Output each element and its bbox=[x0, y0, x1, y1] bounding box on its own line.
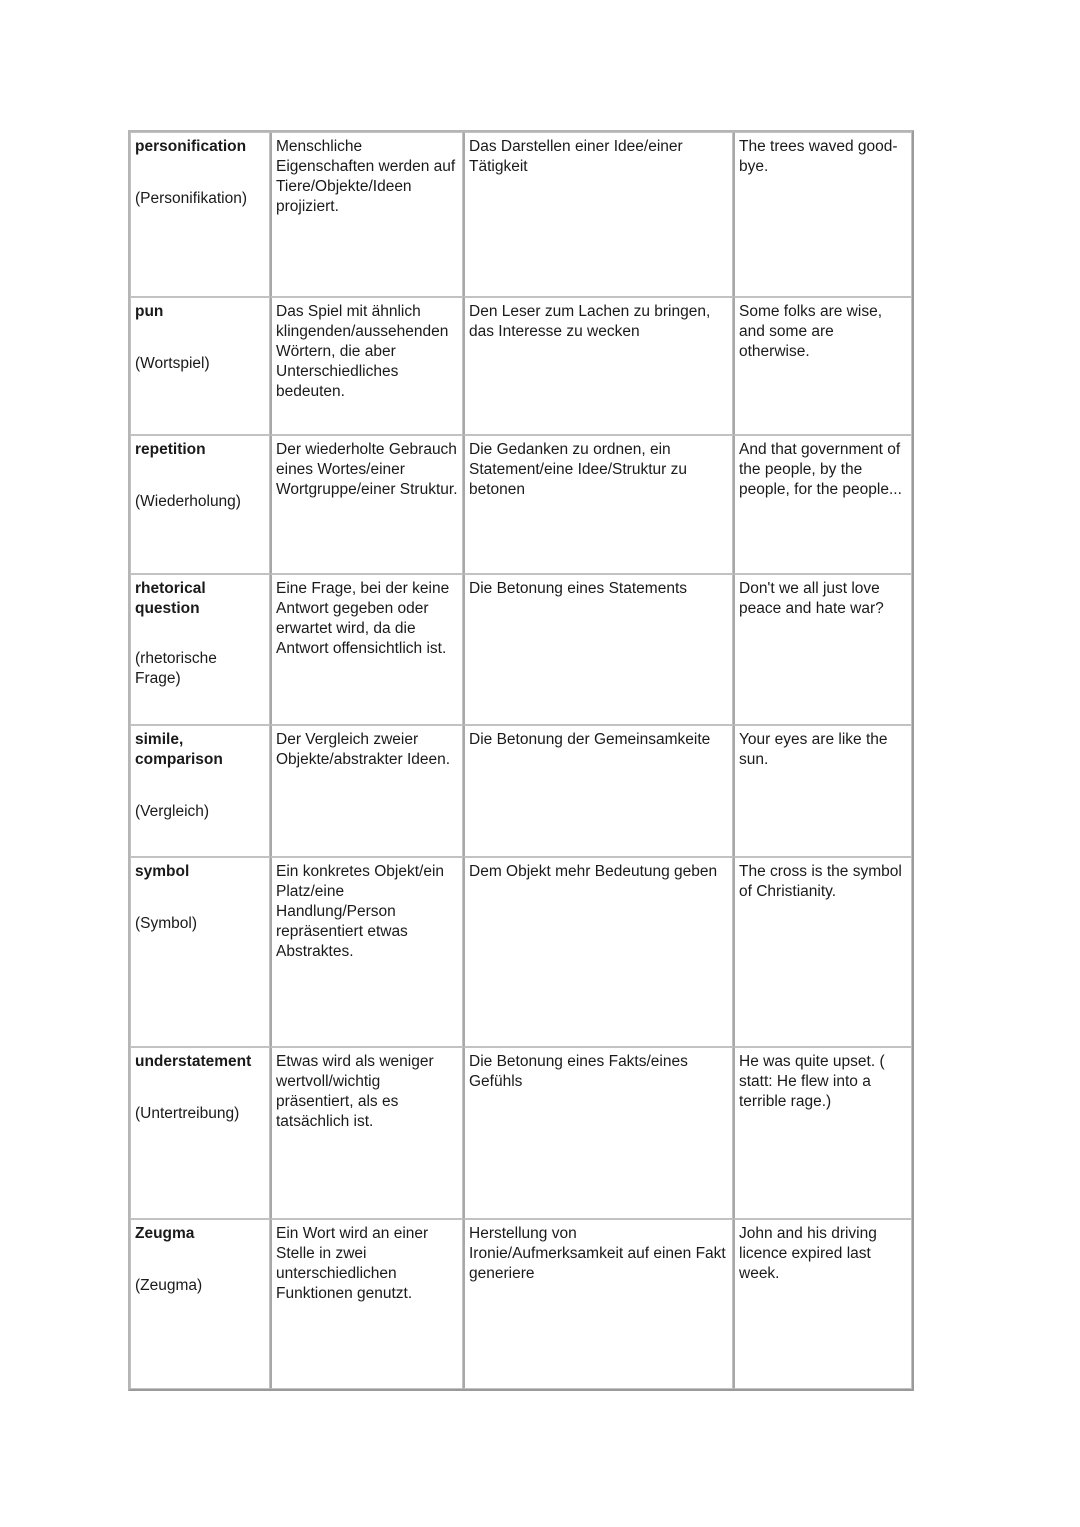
definition-cell: Der Vergleich zweier Objekte/abstrakter Ideen. bbox=[270, 725, 463, 857]
term-name: Zeugma bbox=[135, 1225, 195, 1242]
function-cell: Die Betonung eines Statements bbox=[463, 574, 733, 725]
example-cell: He was quite upset. ( statt: He flew into a terrible rage.) bbox=[733, 1047, 912, 1219]
term-name: symbol bbox=[135, 863, 190, 880]
term-cell bbox=[130, 1219, 270, 1389]
term-cell bbox=[130, 435, 270, 574]
definition-cell: Eine Frage, bei der keine Antwort gegeben oder erwartet wird, da die Antwort offensichtlich ist. bbox=[270, 574, 463, 725]
term-german: (rhetorische Frage) bbox=[135, 650, 217, 687]
table-row bbox=[130, 857, 912, 1047]
table-row bbox=[130, 574, 912, 725]
rhetorical-devices-table bbox=[128, 130, 914, 1391]
term-name: understatement bbox=[135, 1053, 252, 1070]
table-row bbox=[130, 435, 912, 574]
example-cell: Some folks are wise, and some are otherwise. bbox=[733, 297, 912, 435]
term-cell bbox=[130, 1047, 270, 1219]
table-row bbox=[130, 725, 912, 857]
term-cell bbox=[130, 574, 270, 725]
term-name: personification bbox=[135, 138, 247, 155]
term-name: simile, comparison bbox=[135, 731, 223, 768]
term-german: (Untertreibung) bbox=[135, 1105, 240, 1122]
definition-cell: Ein konkretes Objekt/ein Platz/eine Handlung/Person repräsentiert etwas Abstraktes. bbox=[270, 857, 463, 1047]
term-german: (Personifikation) bbox=[135, 190, 247, 207]
definition-cell: Das Spiel mit ähnlich klingenden/aussehenden Wörtern, die aber Unterschiedliches bedeuten. bbox=[270, 297, 463, 435]
function-cell: Die Gedanken zu ordnen, ein Statement/eine Idee/Struktur zu betonen bbox=[463, 435, 733, 574]
example-cell: Your eyes are like the sun. bbox=[733, 725, 912, 857]
example-cell: The cross is the symbol of Christianity. bbox=[733, 857, 912, 1047]
example-cell: John and his driving licence expired last week. bbox=[733, 1219, 912, 1389]
term-cell bbox=[130, 857, 270, 1047]
table-row bbox=[130, 1219, 912, 1389]
function-cell: Herstellung von Ironie/Aufmerksamkeit auf einen Fakt generiere bbox=[463, 1219, 733, 1389]
term-german: (Symbol) bbox=[135, 915, 198, 932]
function-cell: Die Betonung der Gemeinsamkeite bbox=[463, 725, 733, 857]
term-german: (Vergleich) bbox=[135, 803, 210, 820]
example-cell: The trees waved good-bye. bbox=[733, 132, 912, 297]
term-name: pun bbox=[135, 303, 164, 320]
definition-cell: Ein Wort wird an einer Stelle in zwei unterschiedlichen Funktionen genutzt. bbox=[270, 1219, 463, 1389]
term-german: (Wortspiel) bbox=[135, 355, 210, 372]
function-cell: Das Darstellen einer Idee/einer Tätigkeit bbox=[463, 132, 733, 297]
definition-cell: Menschliche Eigenschaften werden auf Tiere/Objekte/Ideen projiziert. bbox=[270, 132, 463, 297]
function-cell: Die Betonung eines Fakts/eines Gefühls bbox=[463, 1047, 733, 1219]
term-name: repetition bbox=[135, 441, 206, 458]
example-cell: Don't we all just love peace and hate war? bbox=[733, 574, 912, 725]
definition-cell: Etwas wird als weniger wertvoll/wichtig präsentiert, als es tatsächlich ist. bbox=[270, 1047, 463, 1219]
function-cell: Den Leser zum Lachen zu bringen, das Interesse zu wecken bbox=[463, 297, 733, 435]
term-german: (Zeugma) bbox=[135, 1277, 203, 1294]
table-row bbox=[130, 297, 912, 435]
table-row bbox=[130, 1047, 912, 1219]
example-cell: And that government of the people, by the people, for the people... bbox=[733, 435, 912, 574]
term-name: rhetorical question bbox=[135, 580, 206, 617]
term-cell bbox=[130, 132, 270, 297]
table-row bbox=[130, 132, 912, 297]
term-german: (Wiederholung) bbox=[135, 493, 241, 510]
term-cell bbox=[130, 725, 270, 857]
definition-cell: Der wiederholte Gebrauch eines Wortes/einer Wortgruppe/einer Struktur. bbox=[270, 435, 463, 574]
term-cell bbox=[130, 297, 270, 435]
function-cell: Dem Objekt mehr Bedeutung geben bbox=[463, 857, 733, 1047]
